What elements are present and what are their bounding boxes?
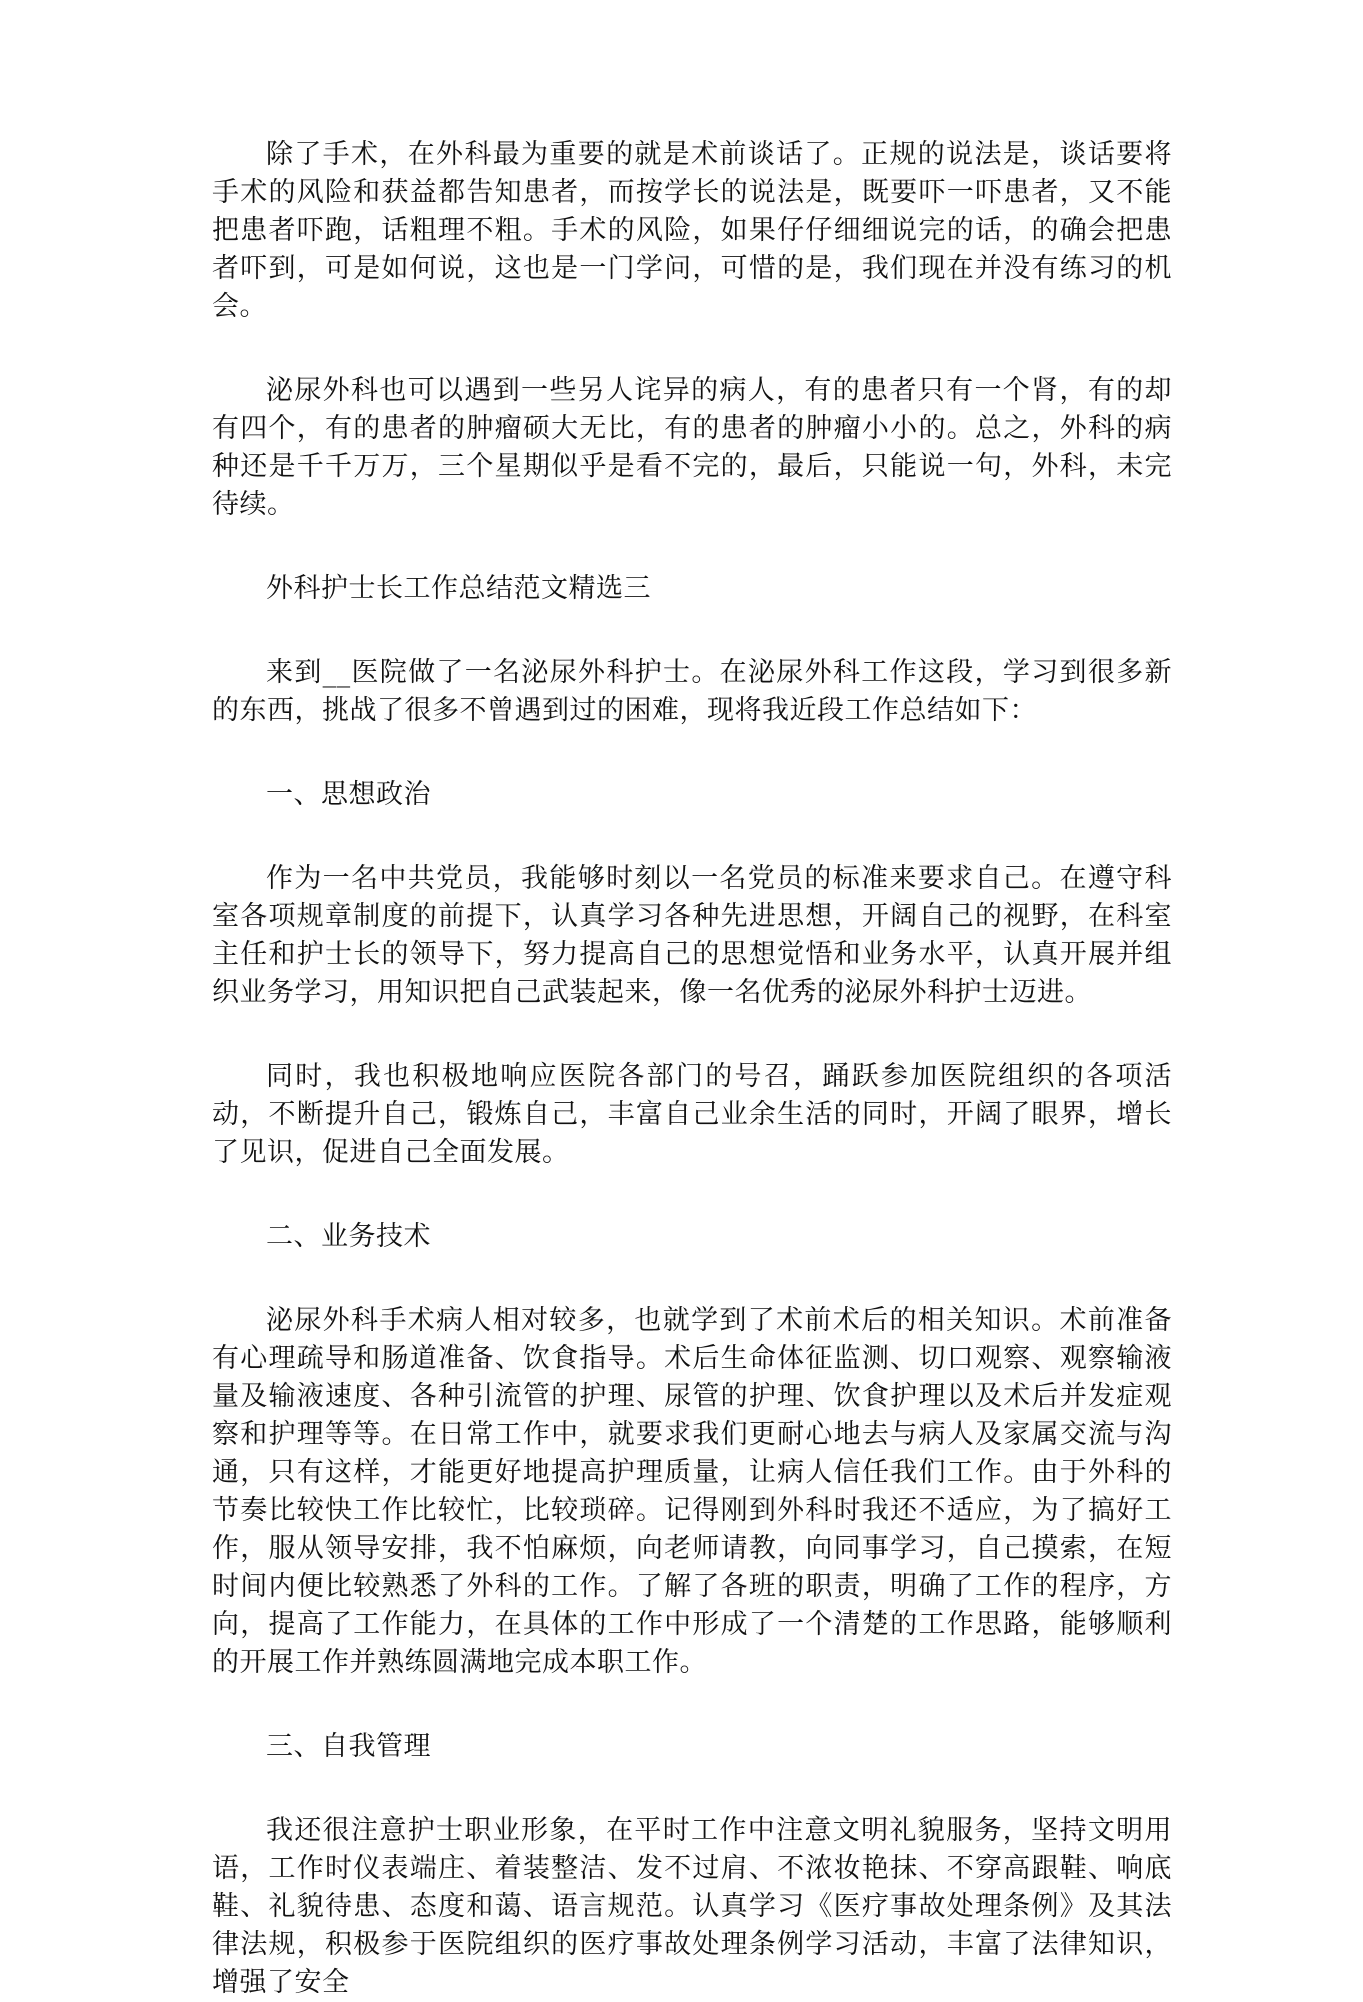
section-title-sample-three: 外科护士长工作总结范文精选三 (266, 573, 651, 604)
document-body (212, 136, 1172, 2002)
paragraph-intro: 来到__医院做了一名泌尿外科护士。在泌尿外科工作这段，学习到很多新的东西，挑战了很多不曾遇到过的困难，现将我近段工作总结如下： (212, 657, 1172, 726)
heading-business-skills: 二、业务技术 (266, 1221, 431, 1252)
paragraph-self-management: 我还很注意护士职业形象，在平时工作中注意文明礼貌服务，坚持文明用语，工作时仪表端庄、着装整洁、发不过肩、不浓妆艳抹、不穿高跟鞋、响底鞋、礼貌待患、态度和蔼、语言规范。认真学习《医疗事故处理条例》及其法律法规，积极参于医院组织的医疗事故处理条例学习活动，丰富了法律知识，增强了安全 (212, 1815, 1172, 1998)
paragraph-ideology: 作为一名中共党员，我能够时刻以一名党员的标准来要求自己。在遵守科室各项规章制度的前提下，认真学习各种先进思想，开阔自己的视野，在科室主任和护士长的领导下，努力提高自己的思想觉悟和业务水平，认真开展并组织业务学习，用知识把自己武装起来，像一名优秀的泌尿外科护士迈进。 (212, 863, 1172, 1008)
paragraph-preop-talk: 除了手术，在外科最为重要的就是术前谈话了。正规的说法是，谈话要将手术的风险和获益都告知患者，而按学长的说法是，既要吓一吓患者，又不能把患者吓跑，话粗理不粗。手术的风险，如果仔仔细细说完的话，的确会把患者吓到，可是如何说，这也是一门学问，可惜的是，我们现在并没有练习的机会。 (212, 139, 1172, 322)
paragraph-activities: 同时，我也积极地响应医院各部门的号召，踊跃参加医院组织的各项活动，不断提升自己，锻炼自己，丰富自己业余生活的同时，开阔了眼界，增长了见识，促进自己全面发展。 (212, 1061, 1172, 1168)
paragraph-business-skills: 泌尿外科手术病人相对较多，也就学到了术前术后的相关知识。术前准备有心理疏导和肠道准备、饮食指导。术后生命体征监测、切口观察、观察输液量及输液速度、各种引流管的护理、尿管的护理、饮食护理以及术后并发症观察和护理等等。在日常工作中，就要求我们更耐心地去与病人及家属交流与沟通，只有这样，才能更好地提高护理质量，让病人信任我们工作。由于外科的节奏比较快工作比较忙，比较琐碎。记得刚到外科时我还不适应，为了搞好工作，服从领导安排，我不怕麻烦，向老师请教，向同事学习，自己摸索，在短时间内便比较熟悉了外科的工作。了解了各班的职责，明确了工作的程序，方向，提高了工作能力，在具体的工作中形成了一个清楚的工作思路，能够顺利的开展工作并熟练圆满地完成本职工作。 (212, 1305, 1172, 1678)
heading-ideology: 一、思想政治 (266, 779, 431, 810)
paragraph-urology-patients: 泌尿外科也可以遇到一些另人诧异的病人，有的患者只有一个肾，有的却有四个，有的患者的肿瘤硕大无比，有的患者的肿瘤小小的。总之，外科的病种还是千千万万，三个星期似乎是看不完的，最后，只能说一句，外科，未完待续。 (212, 375, 1172, 520)
heading-self-management: 三、自我管理 (266, 1731, 431, 1762)
